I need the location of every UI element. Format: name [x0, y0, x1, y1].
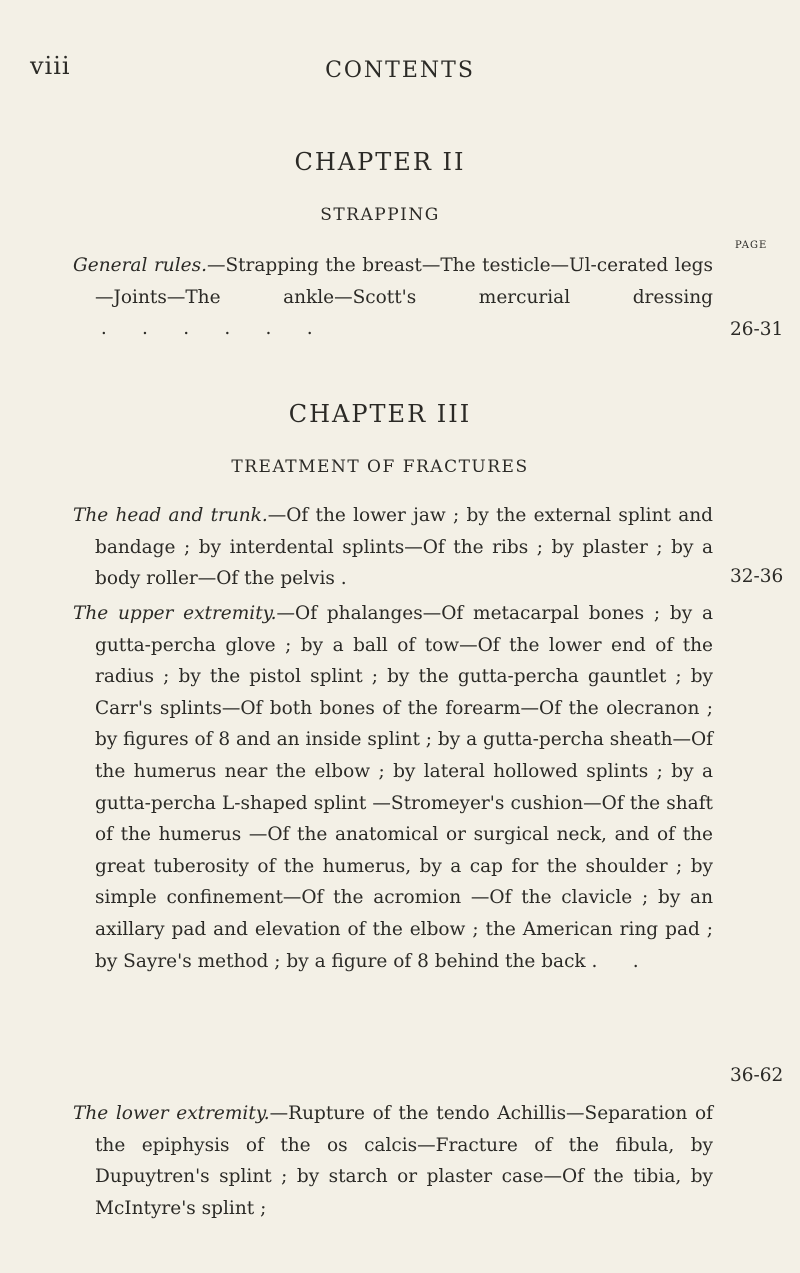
entry-text: —Rupture of the tendo Achillis—Separation of the epiphysis of the os calcis—Fracture of the fibula, by Dupuytren's splint ; by starch or plaster case—Of the tibia, by McIntyre's splint ;: [95, 1103, 714, 1219]
page-column-label: PAGE: [735, 240, 768, 251]
entry-pages: 32-36: [730, 566, 784, 587]
entry-title: The upper extremity.: [73, 603, 277, 624]
page-number: viii: [30, 52, 71, 80]
entry-title: The head and trunk.: [73, 505, 268, 526]
toc-entry-general-rules: [73, 250, 713, 345]
dot-leader: .: [334, 568, 347, 590]
entry-text: —Of the lower jaw ; by the external splint and bandage ; by interdental splints—Of the ribs ; by plaster ; by a body roller—Of the pelvis: [95, 505, 713, 590]
toc-entry-head-and-trunk: [73, 500, 713, 595]
chapter-2-heading: CHAPTER II: [294, 148, 466, 176]
page-header: [0, 52, 800, 92]
dot-leader: . . . . . .: [95, 318, 313, 340]
entry-pages: 36-62: [730, 1065, 784, 1086]
entry-text: —Strapping the breast—The testicle—Ul-cerated legs—Joints—The ankle—Scott's mercurial dressing: [95, 255, 713, 308]
toc-entry-upper-extremity: [73, 598, 713, 977]
toc-entry-lower-extremity: [73, 1098, 713, 1224]
entry-title: The lower extremity.: [73, 1103, 270, 1124]
entry-text: —Of phalanges—Of metacarpal bones ; by a gutta-percha glove ; by a ball of tow—Of the lower end of the radius ; by the pistol splint ; by the gutta-percha gauntlet ; by Carr's splints—Of both bones of the forearm—Of the olecranon ; by figures of 8 and an inside splint ; by a gutta-percha sheath—Of the humerus near the elbow ; by lateral hollowed splints ; by a gutta-percha L-shaped splint —Stromeyer's cushion—Of the shaft of the humerus —Of the anatomical or surgical neck, and of the great tuberosity of the humerus, by a cap for the shoulder ; by simple confinement—Of the acromion —Of the clavicle ; by an axillary pad and elevation of the elbow ; the American ring pad ; by Sayre's method ; by a figure of 8 behind the back: [95, 603, 714, 972]
chapter-3-heading: CHAPTER III: [288, 400, 472, 428]
chapter-2-subtitle: STRAPPING: [320, 205, 440, 225]
running-title: CONTENTS: [325, 58, 475, 83]
chapter-3-subtitle: TREATMENT OF FRACTURES: [231, 457, 529, 477]
entry-pages: 26-31: [730, 319, 784, 340]
entry-title: General rules.: [73, 255, 207, 276]
dot-leader: . .: [585, 950, 639, 972]
